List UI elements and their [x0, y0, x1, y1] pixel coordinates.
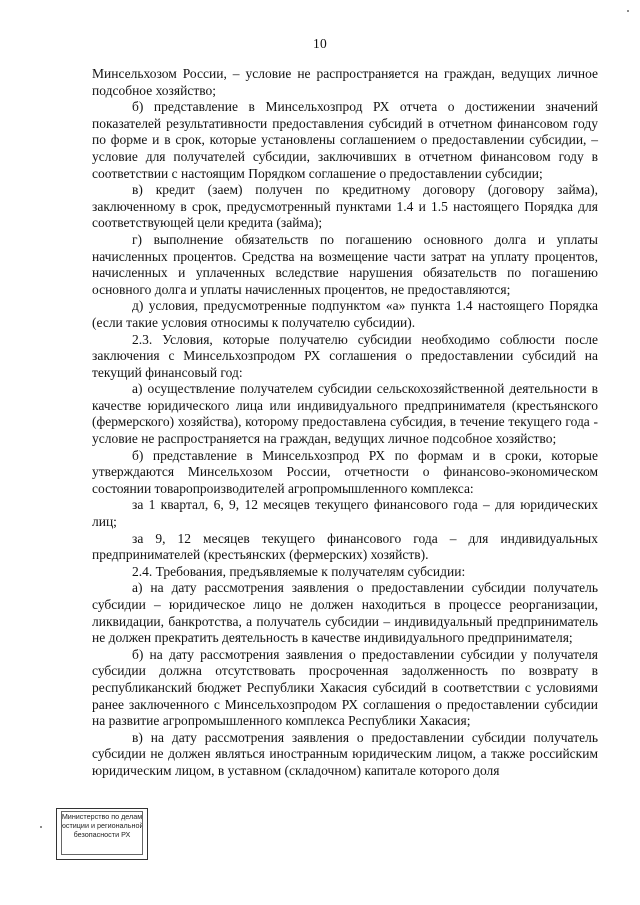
document-body	[92, 66, 598, 780]
page-number: 10	[312, 36, 328, 51]
stamp-inner-border	[61, 811, 143, 855]
paragraph: б) на дату рассмотрения заявления о предоставлении субсидии у получателя субсидии должна отсутствовать просроченная задолженность по возврату в республиканский бюджет Республики Хакасия субсидий в соответствии с условиями ранее заключенного с Минсельхозпродом РХ соглашения о предоставлении субсидии на развитие агропромышленного комплекса Республики Хакасия;	[92, 646, 598, 729]
paragraph: Минсельхозом России, – условие не распространяется на граждан, ведущих личное подсобное хозяйство;	[92, 66, 598, 98]
paragraph: б) представление в Минсельхозпрод РХ отчета о достижении значений показателей результативности предоставления субсидий в отчетном финансовом году по форме и в срок, которые установлены соглашением о предоставлении субсидии, – условие для получателей субсидии, заключивших в отчетном финансовом году в соответствии с настоящим Порядком соглашение о предоставлении субсидии;	[92, 99, 598, 181]
paragraph: д) условия, предусмотренные подпунктом «а» пункта 1.4 настоящего Порядка (если такие условия относимы к получателю субсидии).	[92, 298, 598, 330]
paragraph: а) на дату рассмотрения заявления о предоставлении субсидии получатель субсидии – юридическое лицо не должен находиться в процессе реорганизации, ликвидации, банкротства, а получатель субсидии – индивидуальный предприниматель не должен прекратить деятельность в качестве индивидуального предпринимателя;	[92, 580, 598, 646]
stamp-line: юстиции и региональной	[60, 821, 144, 830]
stamp-line: безопасности РХ	[73, 830, 131, 839]
paragraph: 2.4. Требования, предъявляемые к получателям субсидии:	[132, 563, 466, 579]
paragraph: за 9, 12 месяцев текущего финансового года – для индивидуальных предпринимателей (крестьянских (фермерских) хозяйств).	[92, 530, 598, 563]
registration-stamp	[56, 808, 148, 860]
scan-speck	[627, 10, 629, 12]
paragraph: в) на дату рассмотрения заявления о предоставлении субсидии получатель субсидии не должен являться иностранным юридическим лицом, а также российским юридическим лицом, в уставном (складочном) капитале которого доля	[92, 729, 598, 778]
stamp-line: Министерство по делам	[61, 812, 143, 821]
paragraph: г) выполнение обязательств по погашению основного долга и уплаты начисленных процентов. Средства на возмещение части затрат на уплату процентов, начисленных и уплаченных вследствие нарушения обязательств по погашению основного долга и уплаты начисленных процентов, не предоставляются;	[92, 231, 598, 297]
paragraph: в) кредит (заем) получен по кредитному договору (договору займа), заключенному в срок, предусмотренный пунктами 1.4 и 1.5 настоящего Порядка для соответствующей цели кредита (займа);	[92, 182, 598, 231]
paragraph: а) осуществление получателем субсидии сельскохозяйственной деятельности в качестве юридического лица или индивидуального предпринимателя (крестьянского (фермерского) хозяйства), которому предоставлена субсидия, в течение текущего года - условие не распространяется на граждан, ведущих личное подсобное хозяйство;	[92, 381, 598, 447]
paragraph: за 1 квартал, 6, 9, 12 месяцев текущего финансового года – для юридических лиц;	[92, 497, 598, 530]
paragraph: б) представление в Минсельхозпрод РХ по формам и в сроки, которые утверждаются Минсельхозом России, отчетности о финансово-экономическом состоянии товаропроизводителей агропромышленного комплекса:	[92, 447, 598, 496]
scan-speck	[40, 826, 42, 828]
paragraph: 2.3. Условия, которые получателю субсидии необходимо соблюсти после заключения с Минсельхозпродом РХ соглашения о предоставлении субсидий на текущий финансовый год:	[92, 331, 598, 380]
